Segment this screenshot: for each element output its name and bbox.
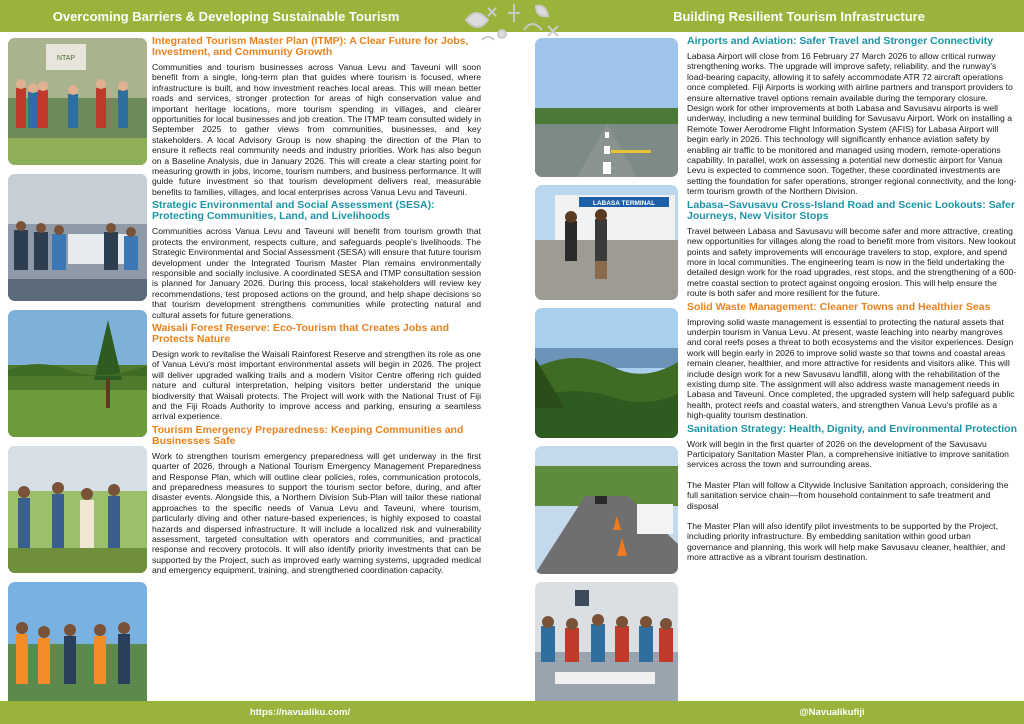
header-left	[0, 0, 452, 32]
section-body: Work to strengthen tourism emergency preparedness will get underway in the first quarter of 2026, through a National Tourism Emergency Management Preparedness and Response Plan, which will outline clear policies, roles, communication protocols, and preparedness measures to support the tourism sector before, during, and after disaster events. Alongside this, a Northern Division Sub-Plan will tailor these national approaches to the specific needs of Vanua Levu and Taveuni, where tourism, particularly diving and other nature-based experiences, is highly exposed to coastal hazards and dispersed infrastructure. It will include a localized risk and vulnerability assessment, targeted consultation with operators and communities, and practical response and recovery protocols. It will also identify priority investments that can be supported by the Project, such as improved early warning systems, upgraded medical and emergency equipment, training, and strengthened coordination capacity.	[152, 450, 481, 576]
photo-community-consultation	[8, 38, 147, 165]
photo-site-visit	[8, 446, 147, 573]
section-body: The Master Plan will also identify pilot investments to be supported by the Project, including priority infrastructure. By embedding sanitation within good urban governance and planning, this work will help make Savusavu cleaner, healthier, and more attractive as a vibrant tourism destination.	[687, 521, 1006, 563]
section-title: Waisali Forest Reserve: Eco-Tourism that Creates Jobs and Protects Nature	[152, 321, 450, 345]
section-title: Integrated Tourism Master Plan (ITMP): A Clear Future for Jobs, Investment, and Community Growth	[152, 35, 469, 58]
photo-labasa-terminal	[535, 185, 678, 300]
section-title: Tourism Emergency Preparedness: Keeping Communities and Businesses Safe	[152, 423, 464, 447]
section-title: Solid Waste Management: Cleaner Towns and Healthier Seas	[687, 300, 991, 313]
section-body: Work will begin in the first quarter of 2026 on the development of the Savusavu Participatory Sanitation Master Plan, a comprehensive initiative to improve sanitation services across the town and surrounding areas.	[687, 438, 1009, 470]
left-page-title: Overcoming Barriers & Developing Sustainable Tourism	[52, 8, 400, 24]
section-waisali	[152, 323, 481, 422]
website-link[interactable]: https://navualiku.com/	[249, 707, 351, 718]
photo-airport-runway	[535, 38, 678, 177]
section-body: Communities and tourism businesses across Vanua Levu and Taveuni will soon benefit from a single, long-term plan that guides where tourism is focused, where infrastructure is built, and how investment reaches local areas. This will mean better roads and services, stronger protection for areas of high conservation value and important heritage locations, more tourism spending in villages, and clearer opportunities for local businesses and job creation. The ITMP team consulted widely in September 2025 to gather views from communities, businesses, and key stakeholders. A local Advisory Group is now shaping the direction of the Plan to ensure it reflects real community needs and industry priorities. Work has also begun on a Baseline Analysis, due in January 2026. This will create a clear starting point for measuring growth in jobs, income, tourism numbers, and business performance. It will guide future investment so that tourism development delivers real, measurable benefits to families, villages, and local enterprises across Vanua Levu and Taveuni.	[152, 62, 481, 197]
banner-text: NTAP	[56, 55, 76, 62]
section-emergency	[152, 425, 481, 576]
section-solid-waste	[687, 302, 1017, 421]
section-body: Travel between Labasa and Savusavu will become safer and more attractive, creating new opportunities for villages along the road to benefit more from visitors. New lookout points and safety improvements will encourage travelers to stop, explore, and spend more in local communities. The engineering team is now in the field undertaking the detailed design work for the road upgrades, rest stops, and the strengthening of a 600-metre coastal section to protect against ongoing erosion. This will help ensure the route is both safer and more resilient for the future.	[687, 225, 1017, 299]
section-sanitation	[687, 424, 1017, 563]
right-page-title: Building Resilient Tourism Infrastructure	[673, 8, 925, 24]
section-body: The Master Plan will follow a Citywide Inclusive Sanitation approach, considering the full sanitation service chain—from household containment to safe treatment and disposal	[687, 479, 1009, 511]
footer-left	[0, 701, 600, 724]
section-title: Airports and Aviation: Safer Travel and Stronger Connectivity	[687, 35, 994, 47]
section-title: Strategic Environmental and Social Assessment (SESA): Protecting Communities, Land, and Livelihoods	[152, 199, 435, 223]
photo-sanitation-meeting	[535, 582, 678, 708]
photo-scenic-lookout	[535, 308, 678, 438]
terminal-sign-text: LABASA TERMINAL	[592, 200, 656, 207]
header-right	[574, 0, 1024, 32]
section-body: Communities across Vanua Levu and Taveuni will benefit from tourism growth that protects the environment, respects culture, and safeguards people's livelihoods. The Strategic Environmental and Social Assessment (SESA) will ensure that future tourism development under the Integrated Tourism Master Plan remains environmentally responsible and socially inclusive. A coordinated SESA and ITMP consultation session is planned for January 2026. During this process, local stakeholders will review key recommendations, test proposed actions on the ground, and help shape decisions so that tourism development strengthens communities while protecting natural and cultural assets for future generations.	[152, 226, 481, 320]
social-handle[interactable]: @Navualikufiji	[799, 707, 865, 718]
photo-forest-landscape	[8, 310, 147, 437]
section-cross-island-road	[687, 200, 1017, 299]
photo-cross-island-road	[535, 446, 678, 574]
section-body: Improving solid waste management is essential to protecting the natural assets that underpin tourism in Vanua Levu. At present, waste leaching into nearby mangroves and coral reefs poses a threat to both ecosystems and the visitor experiences. Design work will begin early in 2026 to improve solid waste so that towns and coastal areas remain cleaner, healthier, and more attractive for residents and visitors alike. This will include design work for a new Savusavu landfill, along with the rehabilitation of the existing dump site. The assignment will also address waste management needs in Labasa and Taveuni. Once completed, the upgraded system will help safeguard public health, protect reefs and coastal waters, and strengthen Vanua Levu's profile as a high-quality tourism destination.	[687, 316, 1015, 421]
photo-meeting-room	[8, 174, 147, 301]
section-airports	[687, 36, 1017, 197]
section-itmp	[152, 36, 481, 197]
section-body: Design work to revitalise the Waisali Rainforest Reserve and strengthen its role as one of Vanua Levu's most important environmental assets will begin in 2026. The project will deliver upgraded walking trails and a modern Visitor Centre offering rich guided nature and cultural interpretation, helping visitors better understand the unique biodiversity that Waisali protects. The Project will work with the National Trust of Fiji and the Fiji Roads Authority to improve access and parking, ensuring a seamless arrival experience.	[152, 348, 481, 422]
right-text-column	[687, 36, 1017, 563]
section-body: Labasa Airport will close from 16 February 27 March 2026 to allow critical runway strengthening works. The upgrade will improve safety, reliability, and the runway's load-bearing capacity, allowing it to safely accommodate ATR 72 aircraft operations once completed. Fiji Airports is working with airline partners and transport providers to ensure alternative travel options remain available during the temporary closure. Design work for other improvements at both Labasa and Savusavu airports is well underway, including a new terminal building for Savusavu Airport. Work on installing a Remote Tower Aerodrome Flight Information System (AFIS) for Labasa Airport will begin early in 2026. This technology will significantly enhance aviation safety by enabling air traffic to be monitored and managed using modern, remote-operations capability. In parallel, work on assessing a potential new domestic airport for Vanua Levu is expected to commence soon. Together, these coordinated investments are setting the foundation for safer operations, stronger regional connectivity, and the long-term tourism growth of the Northern Division.	[687, 51, 1017, 197]
section-title: Sanitation Strategy: Health, Dignity, and Environmental Protection	[687, 422, 1018, 435]
footer-right	[640, 701, 1024, 724]
left-text-column	[152, 36, 481, 576]
section-sesa	[152, 200, 481, 320]
photo-emergency-team	[8, 582, 147, 708]
section-title: Labasa–Savusavu Cross-Island Road and Scenic Lookouts: Safer Journeys, New Visitor Stops	[687, 198, 1015, 222]
